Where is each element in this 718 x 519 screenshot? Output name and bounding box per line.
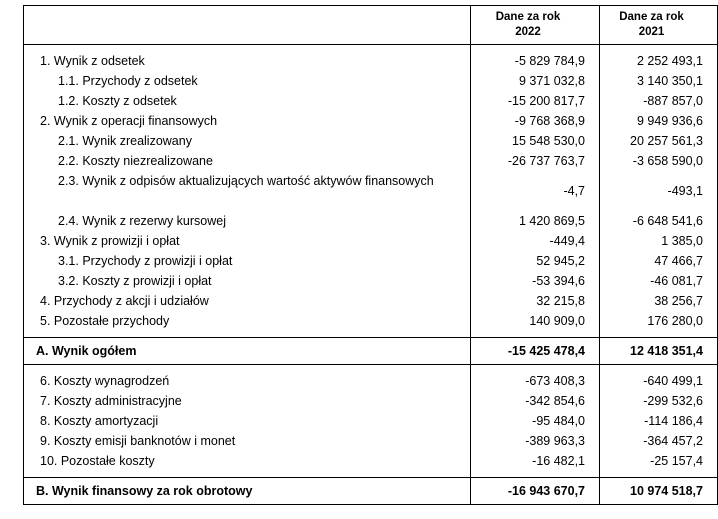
row-label: 3. Wynik z prowizji i opłat bbox=[40, 234, 180, 248]
row-label: 7. Koszty administracyjne bbox=[40, 394, 182, 408]
row-label: 4. Przychody z akcji i udziałów bbox=[40, 294, 209, 308]
value-2021: -114 186,4 bbox=[600, 411, 718, 431]
total-row-b bbox=[24, 478, 718, 505]
total-row-a bbox=[24, 338, 718, 365]
table-row bbox=[24, 51, 718, 71]
value-2022: -673 408,3 bbox=[471, 371, 600, 391]
value-2021: -493,1 bbox=[600, 171, 718, 211]
value-2022: -16 482,1 bbox=[471, 451, 600, 471]
row-label: 3.1. Przychody z prowizji i opłat bbox=[58, 254, 233, 268]
value-2022: -26 737 763,7 bbox=[471, 151, 600, 171]
value-2022: -15 200 817,7 bbox=[471, 91, 600, 111]
total-b-2022: -16 943 670,7 bbox=[471, 478, 600, 505]
value-2022: 15 548 530,0 bbox=[471, 131, 600, 151]
value-2021: -887 857,0 bbox=[600, 91, 718, 111]
row-label: 9. Koszty emisji banknotów i monet bbox=[40, 434, 236, 448]
value-2021: 47 466,7 bbox=[600, 251, 718, 271]
value-2022: -389 963,3 bbox=[471, 431, 600, 451]
value-2021: -25 157,4 bbox=[600, 451, 718, 471]
value-2021: 38 256,7 bbox=[600, 291, 718, 311]
total-b-2021: 10 974 518,7 bbox=[600, 478, 718, 505]
value-2022: 1 420 869,5 bbox=[471, 211, 600, 231]
value-2021: -299 532,6 bbox=[600, 391, 718, 411]
table-row bbox=[24, 211, 718, 231]
total-b-section bbox=[24, 478, 718, 505]
row-label: 1.2. Koszty z odsetek bbox=[58, 94, 177, 108]
header-label-cell bbox=[24, 6, 471, 45]
value-2022: -4,7 bbox=[471, 171, 600, 211]
financial-result-table bbox=[23, 5, 718, 505]
table-row bbox=[24, 251, 718, 271]
table-row bbox=[24, 171, 718, 211]
value-2021: -6 648 541,6 bbox=[600, 211, 718, 231]
value-2021: 3 140 350,1 bbox=[600, 71, 718, 91]
table-row bbox=[24, 311, 718, 331]
value-2022: -53 394,6 bbox=[471, 271, 600, 291]
total-b-label: B. Wynik finansowy za rok obrotowy bbox=[36, 484, 253, 498]
value-2022: -449,4 bbox=[471, 231, 600, 251]
total-a-2022: -15 425 478,4 bbox=[471, 338, 600, 365]
row-label: 2.3. Wynik z odpisów aktualizujących wartość aktywów finansowych bbox=[58, 174, 434, 188]
value-2021: -640 499,1 bbox=[600, 371, 718, 391]
total-a-2021: 12 418 351,4 bbox=[600, 338, 718, 365]
value-2022: 32 215,8 bbox=[471, 291, 600, 311]
value-2021: 9 949 936,6 bbox=[600, 111, 718, 131]
value-2021: -3 658 590,0 bbox=[600, 151, 718, 171]
header-col-2021-line2: 2021 bbox=[638, 26, 665, 38]
row-label: 2.2. Koszty niezrealizowane bbox=[58, 154, 213, 168]
table-row bbox=[24, 271, 718, 291]
total-a-label: A. Wynik ogółem bbox=[36, 344, 137, 358]
value-2022: 9 371 032,8 bbox=[471, 71, 600, 91]
table-row bbox=[24, 291, 718, 311]
row-label: 10. Pozostałe koszty bbox=[40, 454, 155, 468]
table-row bbox=[24, 391, 718, 411]
header-col-2021 bbox=[600, 6, 718, 45]
table-header-row bbox=[24, 6, 718, 45]
header-col-2022-line2: 2022 bbox=[515, 26, 541, 38]
value-2021: 20 257 561,3 bbox=[600, 131, 718, 151]
value-2021: 2 252 493,1 bbox=[600, 51, 718, 71]
value-2022: 140 909,0 bbox=[471, 311, 600, 331]
value-2022: -95 484,0 bbox=[471, 411, 600, 431]
row-label: 8. Koszty amortyzacji bbox=[40, 414, 159, 428]
value-2021: -364 457,2 bbox=[600, 431, 718, 451]
table-row bbox=[24, 431, 718, 451]
table-row bbox=[24, 91, 718, 111]
income-section bbox=[24, 45, 718, 338]
row-label: 6. Koszty wynagrodzeń bbox=[40, 374, 170, 388]
value-2022: -5 829 784,9 bbox=[471, 51, 600, 71]
value-2021: -46 081,7 bbox=[600, 271, 718, 291]
header-col-2022-line1: Dane za rok bbox=[495, 11, 561, 23]
total-a-section bbox=[24, 338, 718, 365]
table-row bbox=[24, 231, 718, 251]
table-row bbox=[24, 371, 718, 391]
row-label: 1. Wynik z odsetek bbox=[40, 54, 145, 68]
costs-section bbox=[24, 365, 718, 478]
value-2022: -9 768 368,9 bbox=[471, 111, 600, 131]
header-col-2022 bbox=[471, 6, 600, 45]
value-2021: 176 280,0 bbox=[600, 311, 718, 331]
table-row bbox=[24, 411, 718, 431]
table-row bbox=[24, 451, 718, 471]
value-2022: 52 945,2 bbox=[471, 251, 600, 271]
value-2021: 1 385,0 bbox=[600, 231, 718, 251]
table-row bbox=[24, 151, 718, 171]
row-label: 5. Pozostałe przychody bbox=[40, 314, 170, 328]
header-col-2021-line1: Dane za rok bbox=[619, 11, 684, 23]
table-row bbox=[24, 111, 718, 131]
table-row bbox=[24, 131, 718, 151]
row-label: 3.2. Koszty z prowizji i opłat bbox=[58, 274, 212, 288]
row-label: 2.4. Wynik z rezerwy kursowej bbox=[58, 214, 226, 228]
row-label: 1.1. Przychody z odsetek bbox=[58, 74, 198, 88]
row-label: 2.1. Wynik zrealizowany bbox=[58, 134, 192, 148]
table-row bbox=[24, 71, 718, 91]
value-2022: -342 854,6 bbox=[471, 391, 600, 411]
row-label: 2. Wynik z operacji finansowych bbox=[40, 114, 218, 128]
